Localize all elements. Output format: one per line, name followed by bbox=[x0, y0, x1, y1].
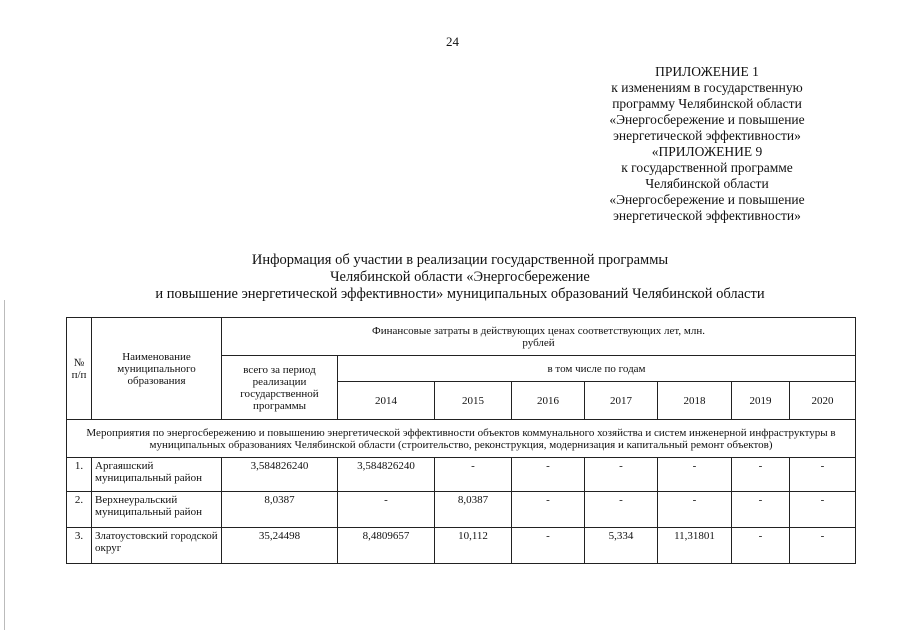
row-total: 8,0387 bbox=[222, 492, 338, 528]
row-year-value: - bbox=[658, 492, 732, 528]
title-line: и повышение энергетической эффективности» муниципальных образований Челябинской области bbox=[155, 286, 765, 302]
appendix-line: «ПРИЛОЖЕНИЕ 9 bbox=[651, 144, 763, 159]
row-year-value: - bbox=[512, 528, 585, 564]
appendix-line: энергетической эффективности» bbox=[613, 208, 801, 223]
header-municipality: Наименование муниципального образования bbox=[92, 318, 222, 420]
appendix-line: ПРИЛОЖЕНИЕ 1 bbox=[655, 64, 759, 79]
row-year-value: - bbox=[790, 458, 856, 492]
row-year-value: - bbox=[338, 492, 435, 528]
row-year-value: 5,334 bbox=[585, 528, 658, 564]
financial-table bbox=[66, 317, 856, 564]
table-row bbox=[67, 492, 856, 528]
row-number: 1. bbox=[67, 458, 92, 492]
row-total: 35,24498 bbox=[222, 528, 338, 564]
appendix-line: энергетической эффективности» bbox=[613, 128, 801, 143]
row-municipality: Аргаяшский муниципальный район bbox=[92, 458, 222, 492]
header-year: 2020 bbox=[790, 382, 856, 420]
row-year-value: - bbox=[585, 458, 658, 492]
title-line: Информация об участии в реализации государственной программы bbox=[251, 252, 669, 268]
row-municipality: Златоустовский городской округ bbox=[92, 528, 222, 564]
row-year-value: - bbox=[512, 492, 585, 528]
scan-edge-line bbox=[4, 300, 5, 630]
appendix-line: программу Челябинской области bbox=[612, 96, 802, 111]
header-year: 2016 bbox=[512, 382, 585, 420]
header-year: 2017 bbox=[585, 382, 658, 420]
appendix-line: к государственной программе bbox=[621, 160, 793, 175]
appendix-header bbox=[577, 64, 837, 224]
table-row bbox=[67, 458, 856, 492]
row-year-value: - bbox=[512, 458, 585, 492]
header-year: 2014 bbox=[338, 382, 435, 420]
row-number: 2. bbox=[67, 492, 92, 528]
row-year-value: 8,4809657 bbox=[338, 528, 435, 564]
header-year: 2019 bbox=[732, 382, 790, 420]
header-number: № п/п bbox=[67, 318, 92, 420]
row-year-value: 10,112 bbox=[435, 528, 512, 564]
row-year-value: 8,0387 bbox=[435, 492, 512, 528]
row-year-value: 11,31801 bbox=[658, 528, 732, 564]
row-year-value: - bbox=[435, 458, 512, 492]
row-year-value: - bbox=[790, 492, 856, 528]
header-by-year: в том числе по годам bbox=[338, 356, 856, 382]
row-year-value: - bbox=[790, 528, 856, 564]
appendix-line: к изменениям в государственную bbox=[611, 80, 803, 95]
appendix-line: Челябинской области bbox=[645, 176, 769, 191]
table-row bbox=[67, 528, 856, 564]
row-year-value: - bbox=[732, 528, 790, 564]
row-year-value: 3,584826240 bbox=[338, 458, 435, 492]
row-year-value: - bbox=[732, 458, 790, 492]
row-year-value: - bbox=[732, 492, 790, 528]
row-year-value: - bbox=[658, 458, 732, 492]
page-number: 24 bbox=[446, 34, 459, 49]
row-number: 3. bbox=[67, 528, 92, 564]
row-municipality: Верхнеуральский муниципальный район bbox=[92, 492, 222, 528]
document-title bbox=[80, 252, 840, 303]
title-line: Челябинской области «Энергосбережение bbox=[330, 269, 590, 285]
section-title: Мероприятия по энергосбережению и повышению энергетической эффективности объектов коммунального хозяйства и систем инженерной инфраструктуры в муниципальных образованиях Челябинской области (строительство, реконструкция, модернизация и капитальный ремонт объектов) bbox=[67, 420, 856, 458]
header-costs: Финансовые затраты в действующих ценах соответствующих лет, млн. рублей bbox=[222, 318, 856, 356]
appendix-line: «Энергосбережение и повышение bbox=[609, 192, 805, 207]
header-year: 2018 bbox=[658, 382, 732, 420]
appendix-line: «Энергосбережение и повышение bbox=[609, 112, 805, 127]
header-year: 2015 bbox=[435, 382, 512, 420]
header-total: всего за период реализации государственной программы bbox=[222, 356, 338, 420]
row-total: 3,584826240 bbox=[222, 458, 338, 492]
row-year-value: - bbox=[585, 492, 658, 528]
